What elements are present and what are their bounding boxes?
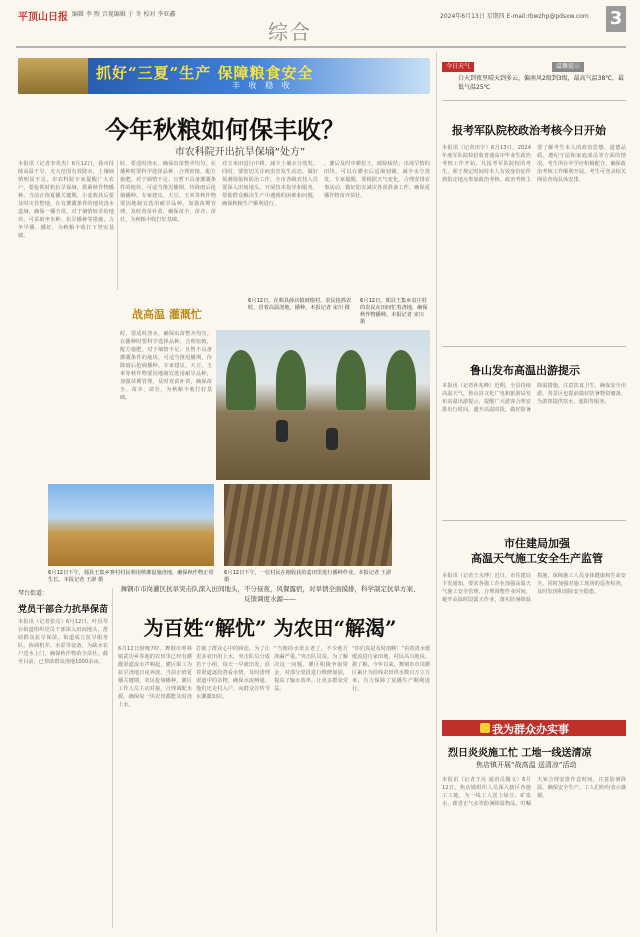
lead-col-4: ，灌后及时中耕松土，破除板结；出现旱情的田块，可以在灌水后适墒划锄，减少水分蒸发。专家提醒，要根据天气变化，合理安排农事活动，做好防灾减灾各项准备工作，确保夏播作物苗齐苗壮。 [324,161,430,199]
service-banner-title: 我为群众办实事 [492,723,569,736]
rail-story3-title: 市住建局加强 高温天气施工安全生产监管 [471,537,603,565]
farmer-figure [326,428,338,450]
photo-caption-small-1: 6月12日下午，郏县王集乡赛村村民利用喷灌设施浇地，确保秋作物正常生长。本报记者 王澎 摄 [48,570,214,583]
lead-headline: 今年秋粮如何保丰收？ [105,115,345,144]
editors-line: 编辑 李 煦 音视编辑 于 冬 校对 李亚鑫 [72,11,176,18]
rail-story1-title: 报考军队院校政治考核今日开始 [452,124,606,137]
topic-banner [18,58,430,94]
rail-rule [442,346,626,347]
second-col-4: “你们真是及时雨啊！”看着清水缓缓流进自家田地，村民高兴地说。据了解，今年以来，舞钢市市岗灌区累计为沿线农田供水数百万立方米，有力保障了夏播生产顺利进行。 [352,646,430,692]
tree-shape [336,350,366,410]
masthead-rule [16,46,626,48]
second-col-2: 打破了群众心中的顾虑。为了让更多农田用上水，突击队员分成若干小组，每天一早就出发，沿着渠道逐段查看水情，及时清理渠道中的杂物，确保水流畅通。他们还走村入户，向群众宣传节水灌溉知识。 [196,646,270,700]
page-number: 3 [606,6,626,32]
weather-forecast: 白天到夜里晴天到多云，偏南风2级到3级，最高气温38℃，最低气温25℃ [458,75,625,91]
dateline: 2024年6月13日 星期四 E-mail:rbwzhp@pdsxw.com [440,13,589,20]
short-story-tag: 琴台街道： [18,590,49,597]
farmers-watering-photo [216,330,430,480]
photo-caption-right: 6月12日，郏县王集乡袁庄村的农民在田间忙着浇地，确保秋作物播种。本报记者 宋川 摄 [360,298,428,325]
rail-story1-body: 本报讯（记者田宇）6月13日，2024年度军队院校招收普通高中毕业生政治考核工作开始。凡报考军队院校的考生，须于规定时间持本人有效身份证件到指定地点参加政治考核。政治考核主要了解考生本人的政治思想、道德品质、遵纪守法和家庭成员等方面的情况。考生所在中学应积极配合，确保政治考核工作顺利开展。考生可登录相关网站查询具体安排。 [442,145,626,183]
col-divider [112,588,113,928]
rail-story4-title: 烈日炎炎施工忙 工地一线送清凉 [448,748,592,759]
section-title: 综合 [268,20,312,44]
rail-story3-body: 本报讯（记者王永博）近日，市住建局下发通知，要求各施工企业加强高温天气施工安全管理，合理调整作业时间，避开高温时段露天作业，落实防暑降温措施，保障施工人员身体健康和生命安全。同时加强对施工现场的巡查检查，及时发现和消除安全隐患。 [442,573,626,603]
rail-rule [442,100,626,101]
rail-rule [442,520,626,521]
rail-story2-title: 鲁山发布高温出游提示 [470,364,580,377]
sowing-field-photo [224,484,392,566]
rail-divider [436,52,437,932]
photo-caption-small-2: 6月12日下午，一位村民在刚收获的麦田里进行播种作业。本报记者 王澎 摄 [224,570,392,583]
lead-col-2b: 时，要适时浇水，确保出苗整齐均匀。在播种时要科学选择品种，合理密植，配方施肥。对于墒情不足、且暂不具备灌溉条件的地块，可适当推迟播期，待降雨后抢墒播种。专家建议，大豆、玉米等秋作物要因地制宜选用耐旱品种，加强苗期管理，及时查苗补苗，确保苗全、苗齐、苗壮，为秋粮丰收打好基础。 [120,331,212,401]
col-divider [117,160,118,290]
short-story-body: 本报讯（记者张亮）6月12日，叶县琴台街道组织党员干部深入田间地头，帮助群众抗旱保苗。街道成立抗旱服务队，协调机井、水泵等设备，为缺水农户送水上门，确保秋作物苗全苗壮。截至目前，已帮助群众浇地1000余亩。 [18,619,108,665]
hand-icon [480,723,490,733]
tree-shape [386,350,416,410]
photo-caption-main: 6月12日，在郏县薛店镇坡根村，农民抢抓农时，冒着高温浇地、播种。本报记者 宋川 摄 [248,298,352,311]
lead-col-2: 时，要适时浇水，确保出苗整齐均匀。在播种时要科学选择品种，合理密植，配方施肥。对于墒情不足、且暂不具备灌溉条件的地块，可适当推迟播期，待降雨后抢墒播种。专家建议，大豆、玉米等秋作物要因地制宜选用耐旱品种，加强苗期管理，及时查苗补苗，确保苗全、苗齐、苗壮，为秋粮丰收打好基础。 [120,161,216,223]
second-col-1: 6月12日傍晚7时，舞钢市枣林镇武功乡等地的农田里已经有灌溉渠道流水声响起，灌区职工为抗旱浇地日夜奔波。当前正值夏播关键期，农民抢墒播种，灌区工作人员主动对接，合理调配水源，确保每一块农田都能及时浇上水。 [118,646,192,708]
tree-shape [226,350,256,410]
rail-story4-body: 本报讯（记者王亮 通讯员魏文）6月12日，焦店镇组织人员深入辖区各施工工地，为一线工人送上绿豆、矿泉水、藿香正气水等防暑降温物品，叮嘱大家合理安排作息时间，注意防暑降温，确保安全生产。工人们纷纷表示感谢。 [442,777,626,807]
rail-tabs [442,62,626,72]
lead-col-1: 本报讯（记者李英杰）6月12日，我市持续高温干旱，无大范围有效降水，土壤墒情明显不足。市农科院专家提醒广大农户，要抢抓时机抗旱保墒，抓紧秋作物播种。当前正值夏播关键期，小麦收获后要及时灭茬整地，在有灌溉条件的地块浇水造墒，确保一播全苗。对于墒情较差的地块，可采取坐水种、抗旱播种等措施，力争早播、播好，为秋粮丰收打下坚实基础。 [18,161,114,239]
banner-subtitle: 丰 收 稳 收 [232,81,293,90]
masthead [0,0,640,50]
tab-tips[interactable]: 温馨提示 [552,62,584,72]
harvest-field-image [18,58,88,94]
lead-subhead: 市农科院开出抗旱保墒“处方” [174,147,306,158]
rail-story4-subtitle: 焦店镇开展“战高温 送清凉”活动 [476,761,577,769]
lead-col-3: 对玉米田进行中耕，减少土壤水分蒸发。同时，要密切关注病虫害发生动态，做好预测预报和防治工作。全市各级农技人员要深入田间地头，开展技术指导和服务，帮助群众解决生产中遇到的困难和问题，确保秋粮生产顺利进行。 [222,161,318,207]
tab-weather[interactable]: 今日天气 [442,62,474,72]
second-col-3: “当地的水渠太老了，不少地方渗漏严重。”突击队员说。为了解决这一问题，灌区积极争取资金，对部分渠段进行维修加固，提高了输水效率，让更多群众受益。 [274,646,348,692]
service-banner [442,720,626,736]
sprinkler-photo [48,484,214,566]
newspaper-brand: 平顶山日报 [18,12,68,23]
farmer-figure [276,420,288,442]
rail-story2-body: 本报讯（记者孙兆峰）近期，全县持续高温天气，鲁山县文化广电和旅游局发布高温出游提示，提醒广大游客合理安排出行时间，避开高温时段，做好防暑降温措施，注意饮食卫生，确保安全出游。各景区也提前做好防暑物资储备，为游客提供饮水、遮阳等服务。 [442,383,626,413]
second-headline: 为百姓“解忧” 为农田“解渴” [143,616,397,640]
banner-title: 抓好“三夏”生产 保障粮食安全 [96,64,314,82]
short-story-title: 党员干部合力抗旱保苗 [18,605,109,615]
second-deck: 舞钢市市岗灌区抗旱突击队深入田间地头，不分昼夜，风餐露宿，对旱情全面摸排，科学制定抗旱方案、反馈调度水源—— [120,585,420,603]
tree-shape [276,350,306,410]
photo-section-label: 战高温 灌溉忙 [132,308,202,321]
